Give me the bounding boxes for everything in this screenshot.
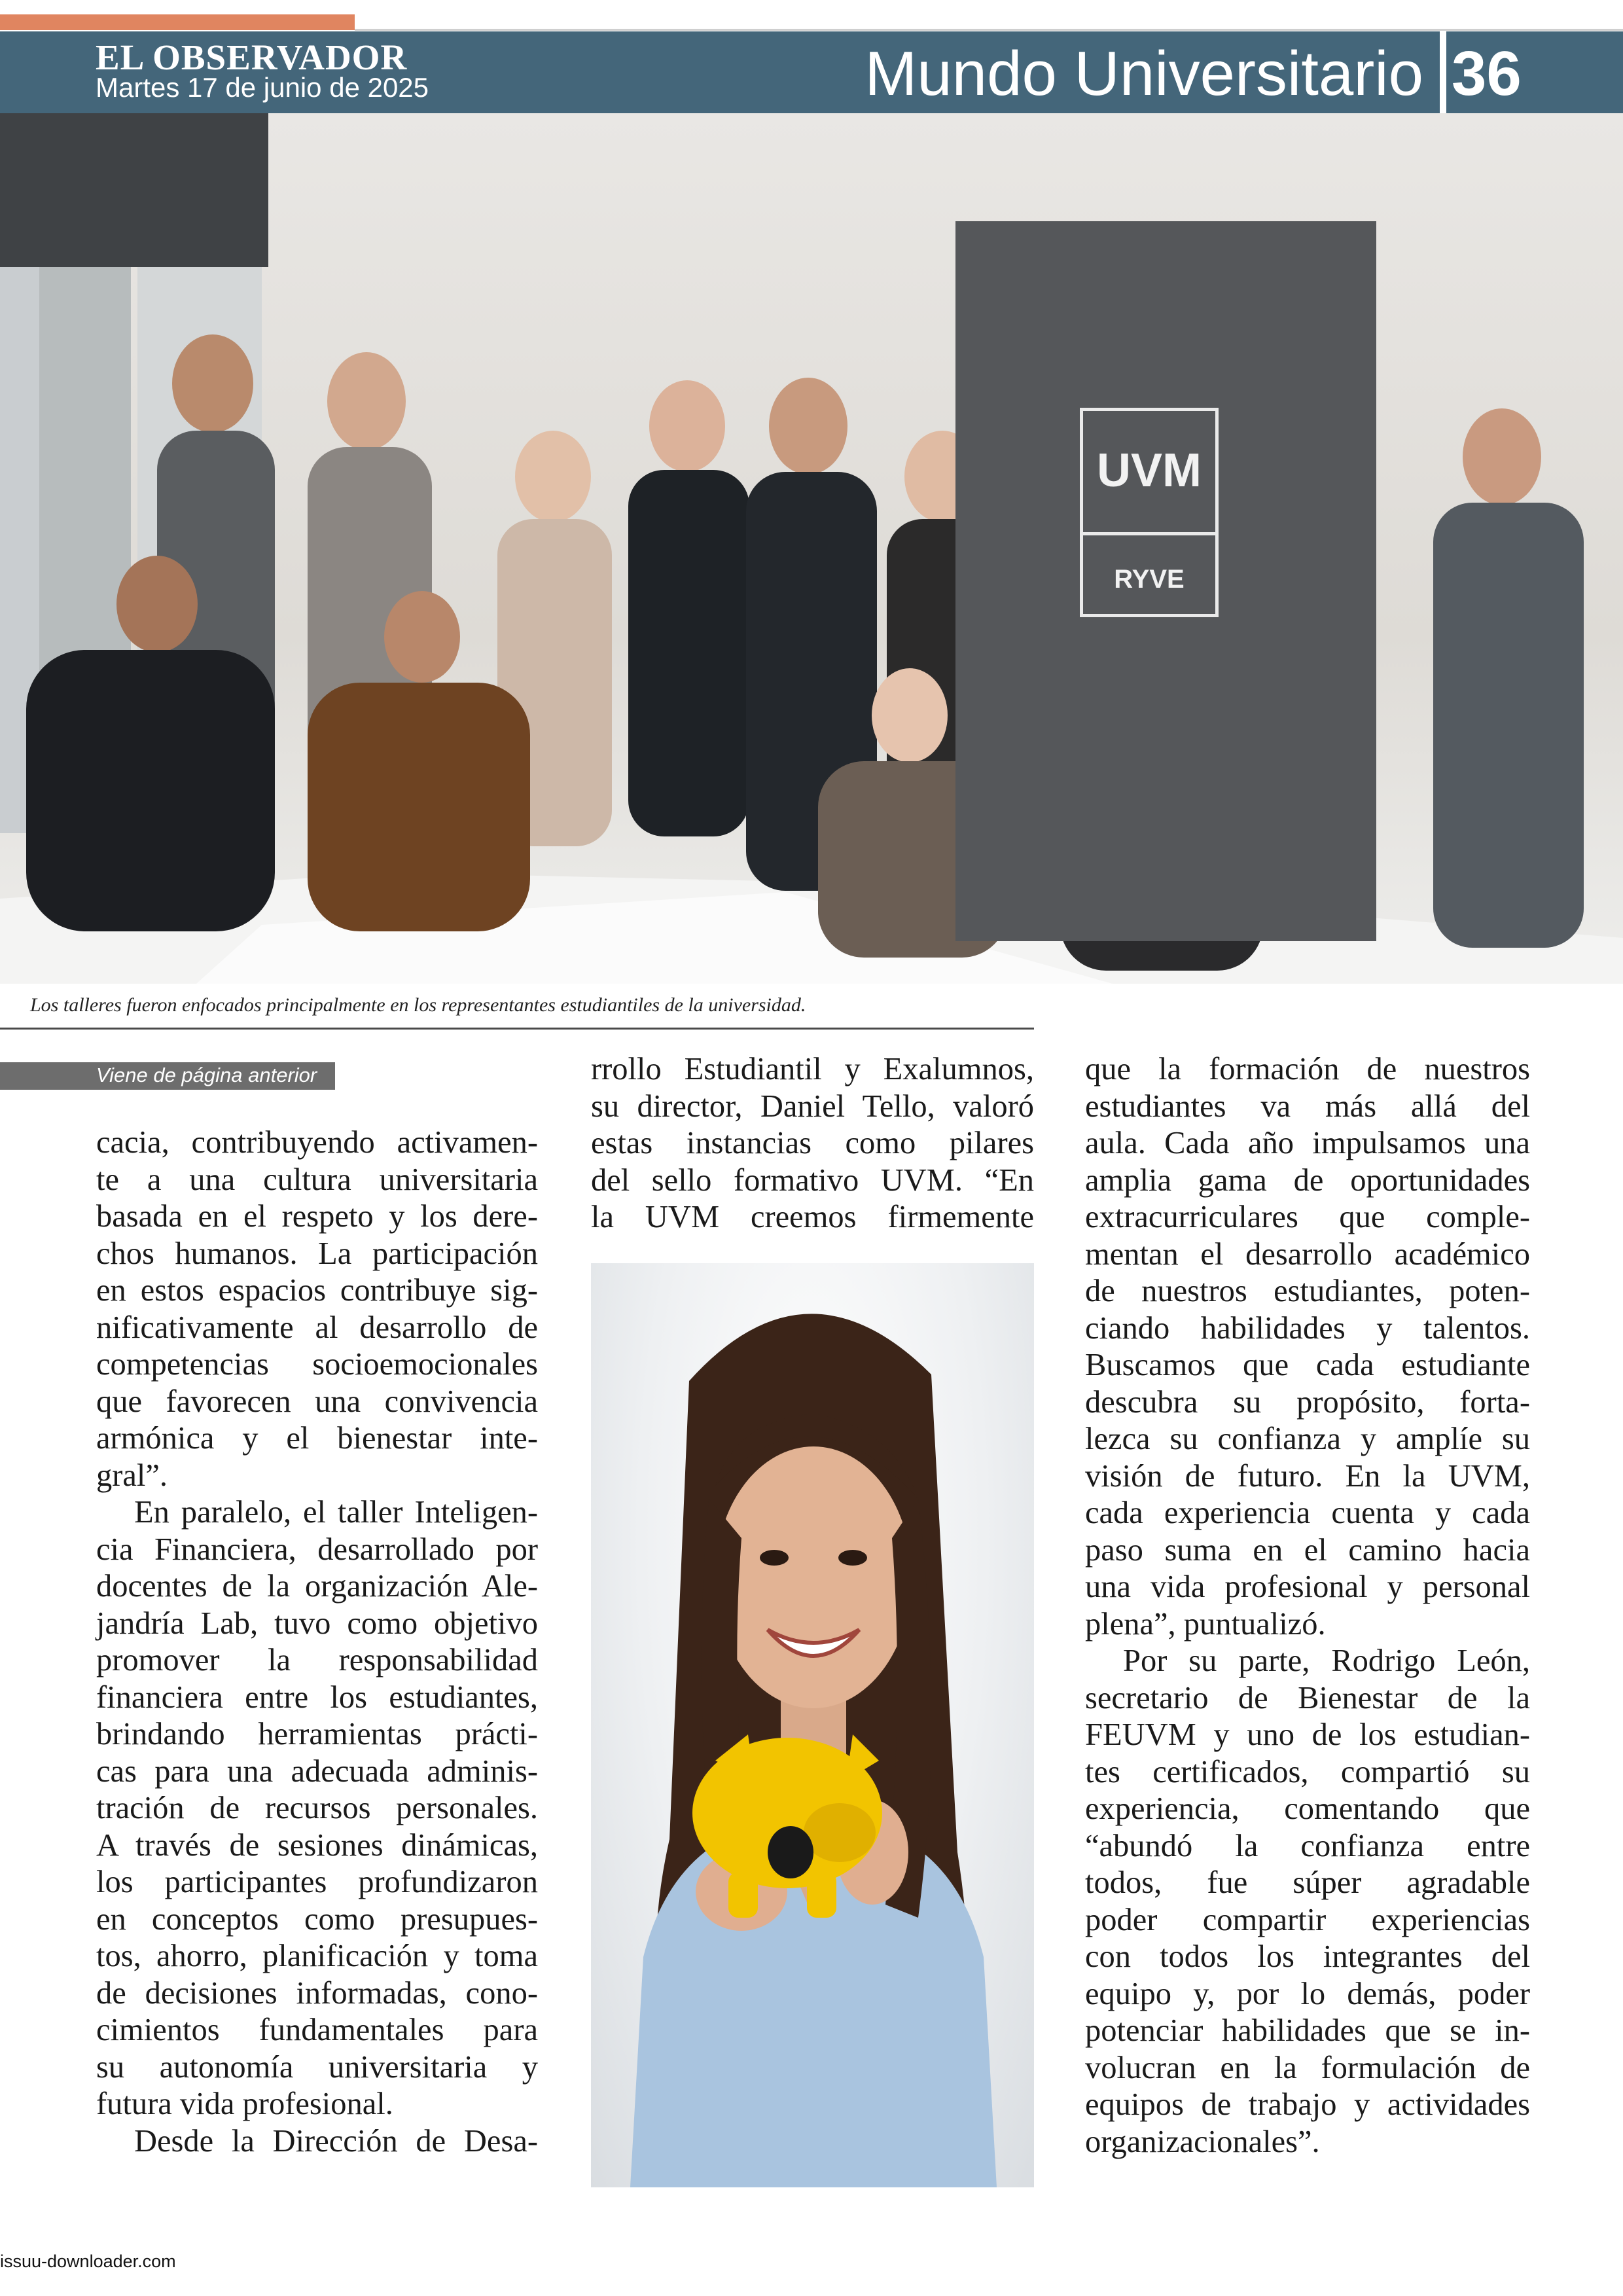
continued-label: Viene de página anterior bbox=[96, 1064, 317, 1086]
column-2-line: del sello formativo UVM. “En bbox=[591, 1162, 1034, 1198]
column-3-line: de nuestros estudiantes, poten- bbox=[1085, 1274, 1530, 1308]
column-1-line: en estos espacios contribuye sig- bbox=[96, 1273, 538, 1308]
column-3-line: tes certificados, compartió su bbox=[1085, 1754, 1530, 1789]
group-photo-illustration bbox=[0, 113, 1623, 984]
column-1-line: cimientos fundamentales para bbox=[96, 2013, 538, 2047]
column-1-line: A través de sesiones dinámicas, bbox=[96, 1827, 538, 1863]
column-3-line: equipos de trabajo y actividades bbox=[1085, 2087, 1530, 2122]
column-3-line: volucran en la formulación de bbox=[1085, 2050, 1530, 2085]
column-1-line: Desde la Dirección de Desa- bbox=[134, 2123, 538, 2159]
column-3-line: ciando habilidades y talentos. bbox=[1085, 1310, 1530, 1346]
column-1-line: promover la responsabilidad bbox=[96, 1643, 538, 1677]
column-1-line: cacia, contribuyendo activamen- bbox=[96, 1125, 538, 1160]
uvm-logo-divider bbox=[1080, 532, 1219, 535]
column-2-line: su director, Daniel Tello, valoró bbox=[591, 1088, 1034, 1124]
column-3-line: con todos los integrantes del bbox=[1085, 1939, 1530, 1974]
column-1-line: te a una cultura universitaria bbox=[96, 1162, 538, 1197]
column-1-line: los participantes profundizaron bbox=[96, 1865, 538, 1899]
column-3-line: cada experiencia cuenta y cada bbox=[1085, 1496, 1530, 1530]
column-1-line: en conceptos como presupues- bbox=[96, 1901, 538, 1937]
column-1-line: su autonomía universitaria y bbox=[96, 2049, 538, 2085]
column-1-line: docentes de la organización Ale- bbox=[96, 1569, 538, 1604]
column-2-line: estas instancias como pilares bbox=[591, 1126, 1034, 1160]
column-3-line: potenciar habilidades que se in- bbox=[1085, 2013, 1530, 2048]
column-3-line: mentan el desarrollo académico bbox=[1085, 1236, 1530, 1272]
column-3-line: poder compartir experiencias bbox=[1085, 1902, 1530, 1937]
piggy-bank-photo-illustration bbox=[591, 1263, 1034, 2187]
caption-rule bbox=[0, 1028, 1034, 1030]
column-1-line: cia Financiera, desarrollado por bbox=[96, 1532, 538, 1567]
column-3-line: que la formación de nuestros bbox=[1085, 1052, 1530, 1086]
column-3-line: organizacionales”. bbox=[1085, 2124, 1320, 2159]
newspaper-name: EL OBSERVADOR bbox=[96, 37, 408, 77]
column-3-line: secretario de Bienestar de la bbox=[1085, 1680, 1530, 1715]
column-1-line: chos humanos. La participación bbox=[96, 1236, 538, 1271]
uvm-logo-text: UVM bbox=[1097, 444, 1202, 497]
column-1-line: En paralelo, el taller Inteligen- bbox=[134, 1495, 538, 1530]
column-3-line: FEUVM y uno de los estudian- bbox=[1085, 1717, 1530, 1752]
column-3-line: Por su parte, Rodrigo León, bbox=[1123, 1643, 1530, 1678]
group-photo bbox=[0, 113, 1623, 984]
column-2-line: la UVM creemos firmemente bbox=[591, 1200, 1034, 1234]
header-accent-bar bbox=[0, 14, 355, 30]
column-3-line: visión de futuro. En la UVM, bbox=[1085, 1458, 1530, 1494]
column-1-line: gral”. bbox=[96, 1458, 168, 1493]
column-1-line: financiera entre los estudiantes, bbox=[96, 1679, 538, 1715]
page-number: 36 bbox=[1452, 39, 1522, 109]
column-3-line: equipo y, por lo demás, poder bbox=[1085, 1976, 1530, 2011]
header-top-rule bbox=[355, 29, 1623, 31]
column-3-line: aula. Cada año impulsamos una bbox=[1085, 1126, 1530, 1160]
column-3-line: extracurriculares que comple- bbox=[1085, 1200, 1530, 1234]
column-1-line: futura vida profesional. bbox=[96, 2087, 393, 2121]
column-1-line: que favorecen una convivencia bbox=[96, 1384, 538, 1419]
column-3-line: lezca su confianza y amplíe su bbox=[1085, 1422, 1530, 1456]
article-column-3 bbox=[1085, 1051, 1530, 2161]
column-3-line: Buscamos que cada estudiante bbox=[1085, 1348, 1530, 1382]
column-3-line: plena”, puntualizó. bbox=[1085, 1606, 1326, 1641]
column-1-line: brindando herramientas prácti- bbox=[96, 1717, 538, 1751]
source-watermark[interactable]: issuu-downloader.com bbox=[0, 2251, 176, 2271]
column-1-line: jandría Lab, tuvo como objetivo bbox=[96, 1605, 538, 1641]
column-1-line: competencias socioemocionales bbox=[96, 1347, 538, 1382]
column-1-line: tos, ahorro, planificación y toma bbox=[96, 1939, 538, 1973]
column-3-line: experiencia, comentando que bbox=[1085, 1791, 1530, 1826]
issue-date: Martes 17 de junio de 2025 bbox=[96, 72, 429, 103]
column-1-line: nificativamente al desarrollo de bbox=[96, 1310, 538, 1345]
column-3-line: todos, fue súper agradable bbox=[1085, 1865, 1530, 1900]
column-1-line: basada en el respeto y los dere- bbox=[96, 1199, 538, 1234]
column-2-line: rrollo Estudiantil y Exalumnos, bbox=[591, 1052, 1034, 1086]
ryve-logo-text: RYVE bbox=[1114, 565, 1185, 594]
column-3-line: estudiantes va más allá del bbox=[1085, 1088, 1530, 1124]
piggy-bank-photo bbox=[591, 1263, 1034, 2187]
column-1-line: tración de recursos personales. bbox=[96, 1791, 538, 1825]
article-column-2 bbox=[591, 1051, 1034, 1236]
column-3-line: descubra su propósito, forta- bbox=[1085, 1384, 1530, 1420]
column-1-line: armónica y el bienestar inte- bbox=[96, 1421, 538, 1456]
section-title: Mundo Universitario bbox=[865, 39, 1423, 109]
article-column-1 bbox=[96, 1124, 538, 2160]
column-3-line: una vida profesional y personal bbox=[1085, 1570, 1530, 1604]
column-3-line: paso suma en el camino hacia bbox=[1085, 1532, 1530, 1568]
photo-caption: Los talleres fueron enfocados principalmente en los representantes estudiantiles de la universidad. bbox=[30, 994, 806, 1016]
column-1-line: de decisiones informadas, cono- bbox=[96, 1975, 538, 2011]
column-3-line: “abundó la confianza entre bbox=[1085, 1828, 1530, 1863]
column-3-line: amplia gama de oportunidades bbox=[1085, 1162, 1530, 1198]
column-1-line: cas para una adecuada adminis- bbox=[96, 1753, 538, 1789]
